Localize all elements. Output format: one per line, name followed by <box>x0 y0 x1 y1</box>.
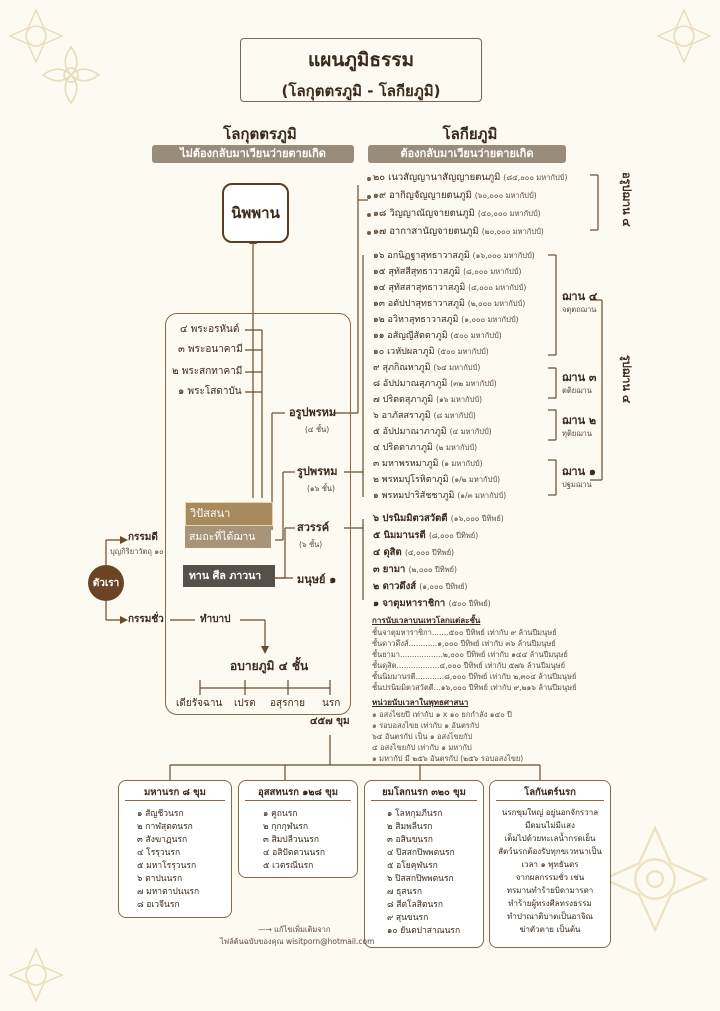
lokantara-naraka-box <box>489 780 611 948</box>
buddhist-time-line: ๑ รอบอสงไขย เท่ากับ ๑ อันตรกัป <box>372 721 480 730</box>
bullet-dot <box>367 231 371 235</box>
lokantara-line: ทำปาณาติบาตเป็นอาจิณ <box>507 912 593 921</box>
hell-item: ๕ มหาโรรุวนรก <box>137 861 197 871</box>
hell-item: ๑๐ ยันตปาสาณนรก <box>387 926 461 936</box>
arupa-jhana-side-label: อรูปฌาน ๔ <box>620 172 633 227</box>
hell-item: ๓ สังฆาฏนรก <box>137 835 188 845</box>
deva-level: ๖ ปรนิมมิตวสวัตตี (๑๖,๐๐๐ ปีทิพย์) <box>373 513 504 524</box>
apaya-hell: นรก <box>322 698 341 709</box>
hell-item: ๔ ปิสสกปิพพตนรก <box>387 848 455 858</box>
divider <box>496 800 604 801</box>
arupa-level: ๑๙ อากิญจัญญายตนภูมิ (๖๐,๐๐๐ มหากัปป์) <box>373 190 537 201</box>
arupa-count: (๔ ชั้น) <box>305 425 330 434</box>
hell-item: ๘ อเวจีนรก <box>137 900 180 910</box>
lokuttara-band: ไม่ต้องกลับมาเวียนว่ายตายเกิด <box>152 145 354 163</box>
apaya-asura: อสุรกาย <box>270 698 306 709</box>
jhana-2-sub: ทุติยฌาน <box>562 429 592 438</box>
sawan-count: (๖ ชั้น) <box>299 540 323 549</box>
rupa-level: ๑๕ สุทัสสีสุทธาวาสภูมิ (๘,๐๐๐ มหากัปป์) <box>373 267 522 277</box>
buddhist-time-line: ๔ อสงไขยกัป เท่ากับ ๑ มหากัป <box>372 743 472 752</box>
hell-item: ๕ อโยคุฬนรก <box>387 861 438 871</box>
hell-item: ๒ สิมพลีนรก <box>387 822 433 832</box>
hell-item: ๑ สัญชีวนรก <box>137 809 184 819</box>
rupa-level: ๑๐ เวหัปผลาภูมิ (๕๐๐ มหากัปป์) <box>373 347 489 357</box>
rupa-level: ๓ มหาพรหมาภูมิ (๑ มหากัปป์) <box>373 459 483 469</box>
hell-box-title: ยมโลกนรก ๓๒๐ ขุม <box>382 787 466 798</box>
jhana-1-sub: ปฐมฌาน <box>562 480 592 489</box>
deva-time-title: การนับเวลาบนเทวโลกแต่ละชั้น <box>372 616 481 625</box>
rupa-level: ๑ พรหมปาริสัชชาภูมิ (๑/๓ มหากัปป์) <box>373 491 507 501</box>
hell-total: ๔๕๗ ขุม <box>310 716 350 727</box>
deva-time-line: ชั้นจาตุมหาราชิกา.......๕๐๐ ปีทิพย์ เท่ากับ ๙ ล้านปีมนุษย์ <box>372 628 557 637</box>
lokantara-line: จากผลกรรมชั่ว เช่น <box>515 873 585 882</box>
bad-karma-label: กรรมชั่ว <box>128 614 164 625</box>
rupa-level: ๕ อัปปมาณาภาภูมิ (๔ มหากัปป์) <box>373 427 492 437</box>
rupa-level: ๑๒ อวิหาสุทธาวาสภูมิ (๑,๐๐๐ มหากัปป์) <box>373 315 519 325</box>
hell-item: ๖ ปิสสกปิพพตนรก <box>387 874 454 884</box>
rupa-level: ๔ ปริตตาภาภูมิ (๒ มหากัปป์) <box>373 443 478 453</box>
rupa-level: ๒ พรหมปุโรหิตาภูมิ (๑/๒ มหากัปป์) <box>373 475 501 485</box>
buddhist-time-line: ๑ อสงไขยปี เท่ากับ ๑ x ๑๐ ยกกำลัง ๑๔๐ ปี <box>372 710 512 719</box>
deva-level: ๓ ยามา (๒,๐๐๐ ปีทิพย์) <box>373 564 457 575</box>
rupa-label: รูปพรหม <box>297 465 338 478</box>
hell-item: ๕ เวตรณีนรก <box>263 861 314 871</box>
deva-level: ๑ จาตุมหาราชิกา (๕๐๐ ปีทิพย์) <box>373 598 491 609</box>
hell-item: ๒ กุกกุฬนรก <box>263 822 309 832</box>
sin-label: ทำบาป <box>200 614 231 625</box>
lokantara-line: เวลา ๑ พุทธันดร <box>521 860 579 869</box>
samatha-box: สมถะที่ได้ฌาน <box>185 526 271 548</box>
good-karma-label: กรรมดี <box>128 532 158 543</box>
arahant-2: ๒ พระสกทาคามี <box>172 366 243 377</box>
rupa-level: ๑๖ อกนิฏฐาสุทธาวาสภูมิ (๑๖,๐๐๐ มหากัปป์) <box>373 251 535 261</box>
jhana-2: ฌาน ๒ <box>562 414 597 427</box>
arupa-level: ๒๐ เนวสัญญานาสัญญายตนภูมิ (๘๔,๐๐๐ มหากัปป์) <box>373 172 568 183</box>
lokantara-line: ฆ่าตัวตาย เป็นต้น <box>519 925 581 934</box>
hell-item: ๒ กาฬสุตตนรก <box>137 822 193 832</box>
hell-box-title: อุสสทนรก ๑๒๘ ขุม <box>258 787 338 798</box>
arahant-1: ๑ พระโสดาบัน <box>178 386 242 397</box>
deva-time-line: ชั้นดาวดึงส์............๑,๐๐๐ ปีทิพย์ เท่ากับ ๓๖ ล้านปีมนุษย์ <box>372 639 556 648</box>
arahant-4: ๔ พระอรหันต์ <box>180 324 240 335</box>
divider <box>125 800 225 801</box>
page-title: แผนภูมิธรรม <box>308 49 414 71</box>
hell-box-title: มหานรก ๘ ขุม <box>144 787 206 798</box>
hell-item: ๓ สิมปลีวนนรก <box>263 835 320 845</box>
maha-naraka-box <box>118 780 232 918</box>
lokantara-line: นรกขุมใหญ่ อยู่นอกจักรวาล <box>501 808 599 817</box>
divider <box>245 800 351 801</box>
vipassana-box: วิปัสสนา <box>185 502 273 526</box>
lokantara-line: สัตว์นรกต้องรับทุกขเวทนาเป็น <box>498 847 602 856</box>
jhana-4: ฌาน ๔ <box>562 290 598 303</box>
jhana-3-sub: ตติยฌาน <box>562 386 592 395</box>
lokantara-line: เต็มไปด้วยทะเลน้ำกรดเย็น <box>504 834 596 843</box>
arupa-label: อรูปพรหม <box>289 406 337 419</box>
hell-item: ๗ มหาตาปนนรก <box>137 887 200 897</box>
hell-item: ๓ อสินขนรก <box>387 835 433 845</box>
buddhist-time-line: ๖๔ อันตรกัป เป็น ๑ อสงไขยกัป <box>372 732 473 741</box>
manut-label: มนุษย์ ๑ <box>297 573 337 586</box>
jhana-1: ฌาน ๑ <box>562 465 596 478</box>
buddhist-time-title: หน่วยนับเวลาในพุทธศาสนา <box>372 698 469 707</box>
rupa-jhana-side-label: รูปฌาน ๔ <box>620 355 633 404</box>
deva-time-line: ชั้นปรนิมมิตวสวัตตี...๑๖,๐๐๐ ปีทิพย์ เท่ากับ ๙,๒๑๖ ล้านปีมนุษย์ <box>372 683 577 692</box>
jhana-3: ฌาน ๓ <box>562 371 597 384</box>
deva-level: ๒ ดาวดึงส์ (๑,๐๐๐ ปีทิพย์) <box>373 581 468 592</box>
deva-level: ๕ นิมมานรตี (๘,๐๐๐ ปีทิพย์) <box>373 530 479 541</box>
deva-time-line: ชั้นดุสิต..................๔,๐๐๐ ปีทิพย์ เท่ากับ ๕๗๖ ล้านปีมนุษย์ <box>372 661 566 670</box>
deva-time-line: ชั้นยามา..................๒,๐๐๐ ปีทิพย์ เท่ากับ ๑๔๔ ล้านปีมนุษย์ <box>372 650 568 659</box>
rupa-level: ๙ สุภกิณหาภูมิ (๖๔ มหากัปป์) <box>373 363 481 373</box>
credit-line-1: —→ แก้ไขเพิ่มเติมจาก <box>258 925 331 934</box>
hell-item: ๑ โลหกุมภีนรก <box>387 809 443 819</box>
hell-item: ๙ สุนขนรก <box>387 913 429 923</box>
hell-item: ๔ โรรุวนรก <box>137 848 181 858</box>
rupa-count: (๑๖ ชั้น) <box>307 484 335 493</box>
person-circle: ตัวเรา <box>88 565 124 601</box>
hell-box-title: โลกันตร์นรก <box>524 787 576 798</box>
apaya-animal: เดียรัจฉาน <box>176 698 223 709</box>
sawan-label: สวรรค์ <box>297 521 330 534</box>
rupa-level: ๘ อัปปมาณสุภาภูมิ (๓๒ มหากัปป์) <box>373 379 497 389</box>
lokantara-line: ทรมานทำร้ายบิดามารดา <box>506 886 594 895</box>
bullet-dot <box>367 213 371 217</box>
apaya-title: อบายภูมิ ๔ ชั้น <box>230 659 309 673</box>
rupa-level: ๗ ปริตตสุภาภูมิ (๑๖ มหากัปป์) <box>373 395 483 405</box>
jhana-4-sub: จตุตถฌาน <box>562 305 597 314</box>
nibbana-box: นิพพาน <box>222 183 289 243</box>
deva-level: ๔ ดุสิต (๔,๐๐๐ ปีทิพย์) <box>373 547 455 558</box>
lokiya-header: โลกียภูมิ <box>442 125 498 143</box>
rupa-level: ๑๑ อสัญญีสัตตาภูมิ (๕๐๐ มหากัปป์) <box>373 331 502 341</box>
rupa-level: ๖ อาภัสสราภูมิ (๘ มหากัปป์) <box>373 411 476 421</box>
lokuttara-header: โลกุตตรภูมิ <box>223 125 297 143</box>
good-karma-sub: บุญกิริยาวัตถุ ๑๐ <box>110 547 164 556</box>
yamaloka-naraka-box <box>364 780 484 948</box>
page-subtitle: (โลกุตตรภูมิ - โลกียภูมิ) <box>281 82 441 100</box>
rupa-level: ๑๔ สุทัสสาสุทธาวาสภูมิ (๔,๐๐๐ มหากัปป์) <box>373 283 527 293</box>
arupa-level: ๑๘ วิญญาณัญจายตนภูมิ (๔๐,๐๐๐ มหากัปป์) <box>373 208 541 219</box>
hell-item: ๖ ตาปนนรก <box>137 874 183 884</box>
arahant-3: ๓ พระอนาคามี <box>178 344 243 355</box>
deva-time-line: ชั้นนิมมานรตี............๘,๐๐๐ ปีทิพย์ เท่ากับ ๒,๓๐๔ ล้านปีมนุษย์ <box>372 672 577 681</box>
divider <box>371 800 477 801</box>
bullet-dot <box>367 195 371 199</box>
buddhist-time-line: ๑ มหากัป มี ๒๕๖ อันตรกัป (๒๕๖ รอบอสงไขย) <box>372 754 524 763</box>
rupa-level: ๑๓ อตัปปาสุทธาวาสภูมิ (๒,๐๐๐ มหากัปป์) <box>373 299 526 309</box>
arupa-level: ๑๗ อากาสานัญจายตนภูมิ (๒๐,๐๐๐ มหากัปป์) <box>373 226 544 237</box>
hell-item: ๘ สีตโลสิตนรก <box>387 900 443 910</box>
hell-item: ๔ อสิปัตตวนนรก <box>263 848 325 858</box>
lokantara-line: มืดมนไม่มีแสง <box>525 821 575 830</box>
hell-item: ๑ คูถนรก <box>263 809 298 819</box>
lokiya-band: ต้องกลับมาเวียนว่ายตายเกิด <box>368 145 566 163</box>
bullet-dot <box>367 177 371 181</box>
lokantara-line: ทำร้ายผู้ทรงศีลทรงธรรม <box>508 899 592 908</box>
credit-line-2: ไฟล์ต้นฉบับของคุณ wisitporn@hotmail.com <box>220 937 375 946</box>
dana-sila-bhavana-box: ทาน ศีล ภาวนา <box>183 565 275 587</box>
hell-item: ๗ ธุสนรก <box>387 887 422 897</box>
ussada-naraka-box <box>238 780 358 878</box>
apaya-peta: เปรต <box>234 698 256 709</box>
